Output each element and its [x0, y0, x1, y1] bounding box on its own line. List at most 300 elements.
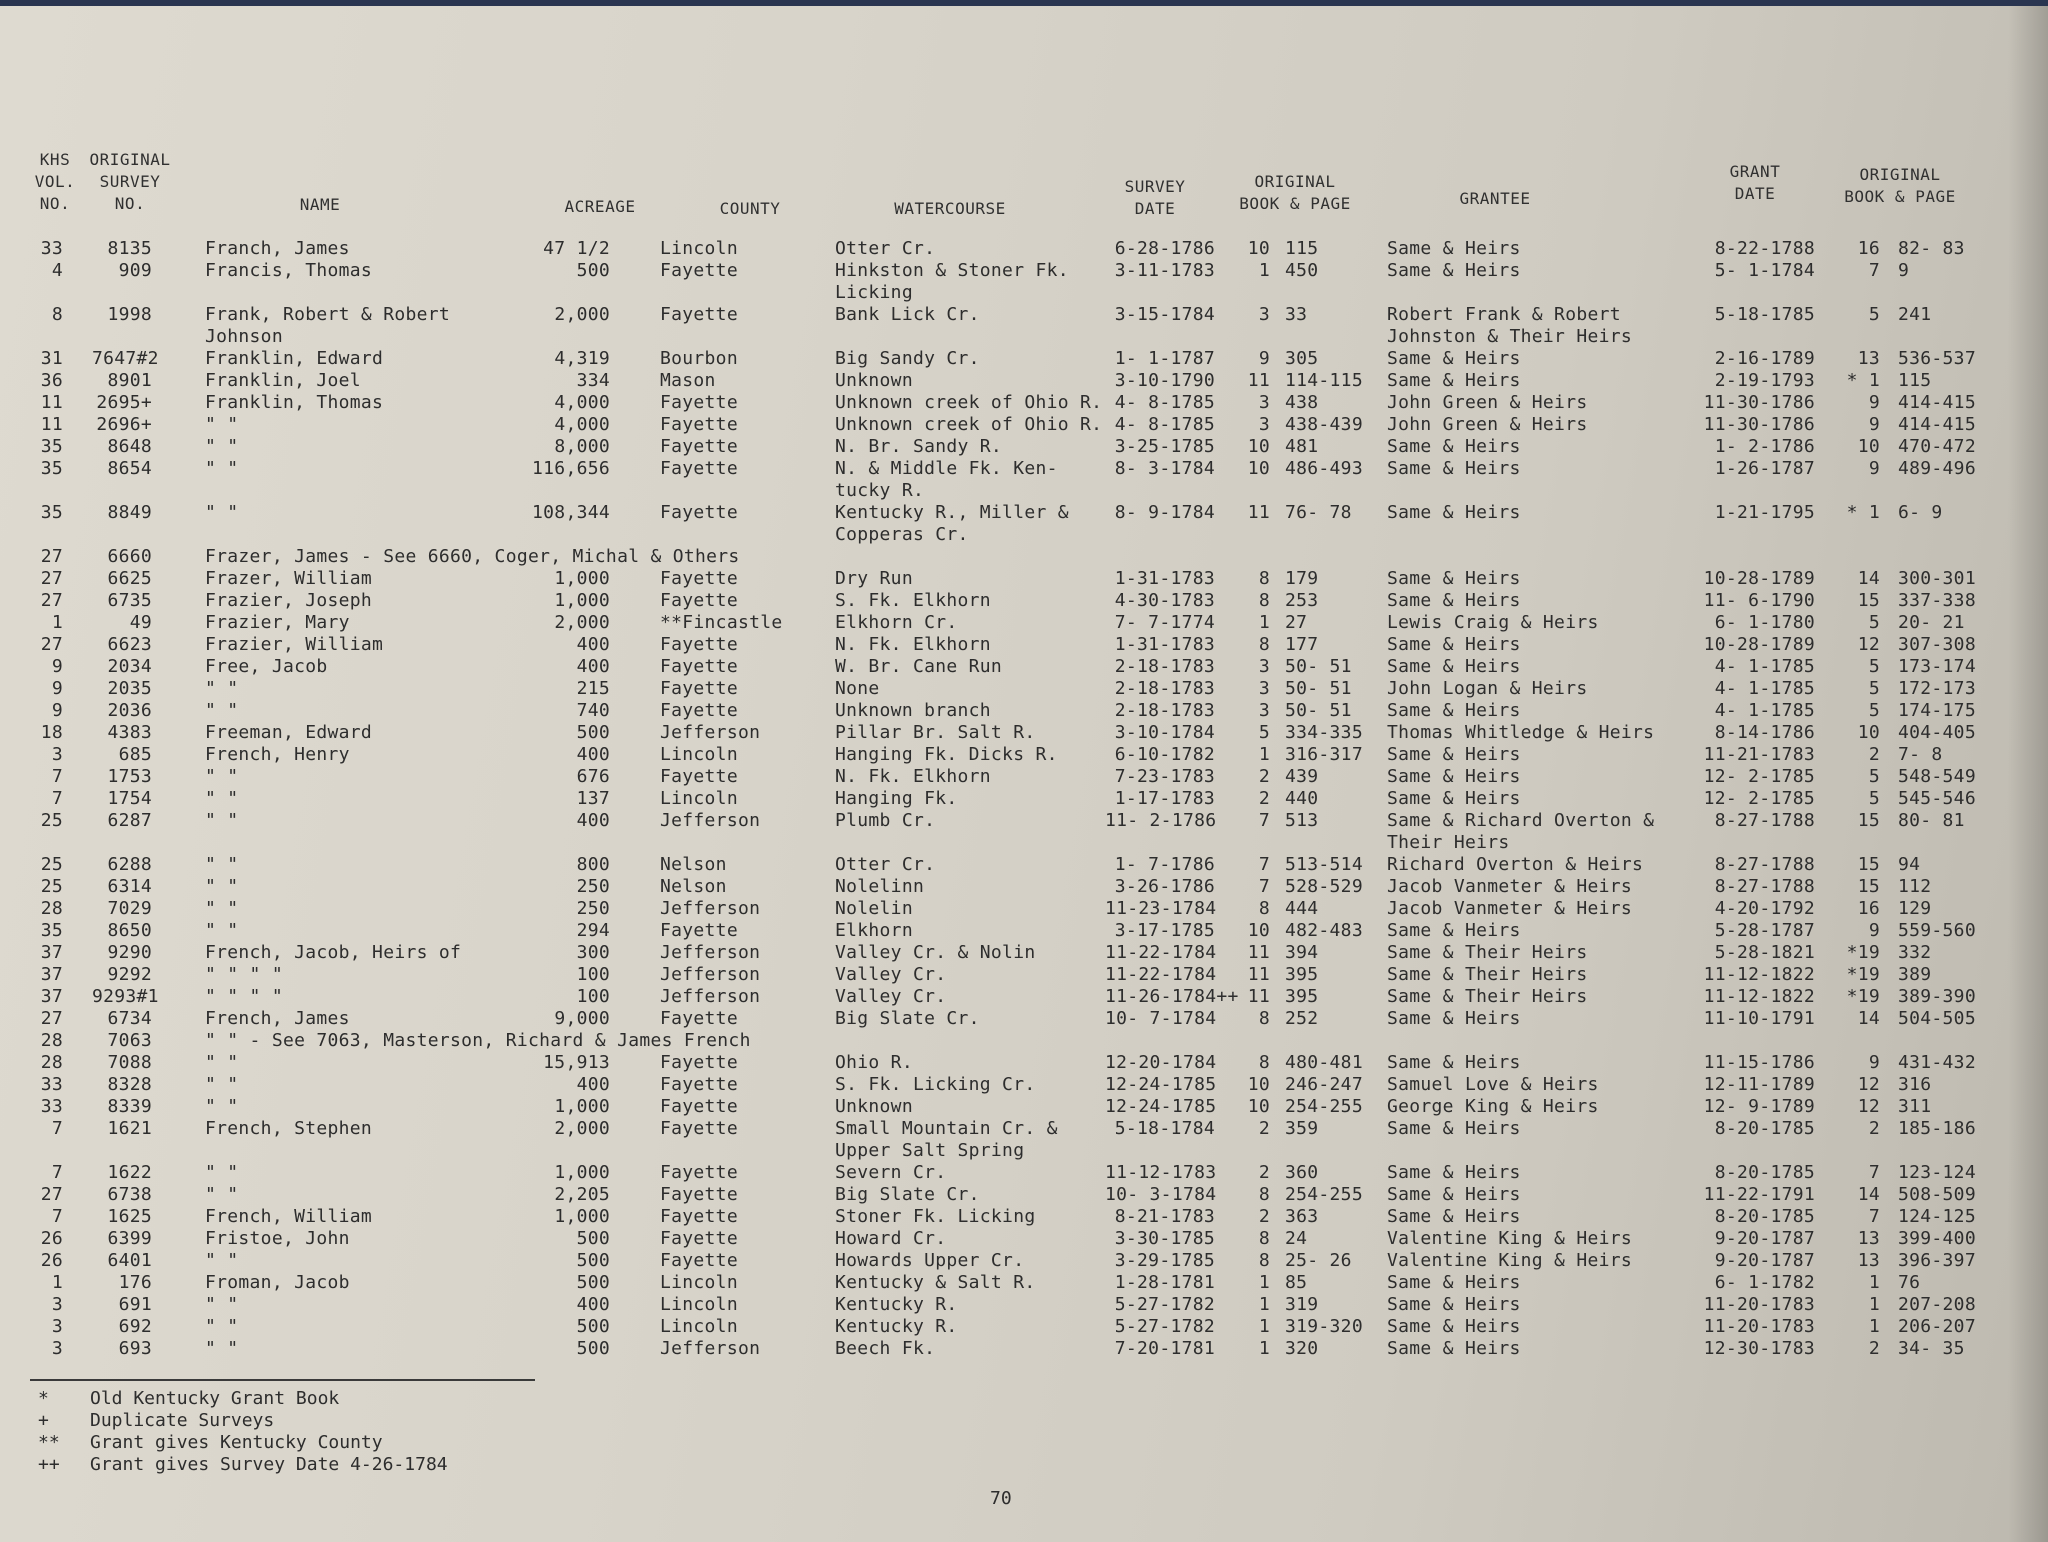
cell-gbook: 2	[1868, 744, 1880, 765]
cell-gpage: 207-208	[1898, 1294, 1976, 1315]
table-row	[0, 766, 2048, 788]
footnote-symbol: ++	[38, 1454, 60, 1475]
cell-county: Bourbon	[660, 348, 738, 369]
cell-water: Howards Upper Cr.	[835, 1250, 1025, 1271]
cell-page: 438	[1285, 392, 1319, 413]
cell-water: Big Slate Cr.	[835, 1008, 980, 1029]
cell-gbook: 5	[1868, 304, 1880, 325]
cell-acreage: 400	[576, 634, 610, 655]
cell-sdate: 12-24-1785	[1105, 1074, 1217, 1095]
cell-page: 320	[1285, 1338, 1319, 1359]
cell-name: " "	[205, 1250, 239, 1271]
cell-book: 10	[1247, 920, 1270, 941]
cell-page: 438-439	[1285, 414, 1363, 435]
cell-grantee: Same & Heirs	[1387, 502, 1521, 523]
cell-name: Franklin, Edward	[205, 348, 384, 369]
cell-acreage: 300	[576, 942, 610, 963]
cell-gdate: 10-28-1789	[1703, 568, 1815, 589]
cell-water: W. Br. Cane Run	[835, 656, 1003, 677]
cell-county: Jefferson	[660, 1338, 761, 1359]
cell-gbook: 9	[1868, 392, 1880, 413]
cell-survey: 8650	[107, 920, 152, 941]
cell-book: 3	[1258, 392, 1270, 413]
cell-gpage: 82- 83	[1898, 238, 1965, 259]
cell-name: " "	[205, 1294, 239, 1315]
cell-gpage: 112	[1898, 876, 1932, 897]
table-row	[0, 1250, 2048, 1272]
cell-survey: 1625	[107, 1206, 152, 1227]
table-row	[0, 1294, 2048, 1316]
table-row	[0, 898, 2048, 920]
cell-acreage: 47 1/2	[543, 238, 610, 259]
cell-county: Fayette	[660, 392, 738, 413]
cell-book: 1	[1258, 260, 1270, 281]
cell-survey: 8339	[107, 1096, 152, 1117]
cell-grantee: Jacob Vanmeter & Heirs	[1387, 876, 1633, 897]
cell-gdate: 11-30-1786	[1703, 392, 1815, 413]
cell-grantee: Samuel Love & Heirs	[1387, 1074, 1599, 1095]
cell-gdate: 11-10-1791	[1703, 1008, 1815, 1029]
cell-vol: 18	[40, 722, 63, 743]
cell-water: Nolelinn	[835, 876, 925, 897]
cell-sdate: 6-28-1786	[1114, 238, 1215, 259]
cell-grantee: Same & Heirs	[1387, 1184, 1521, 1205]
cell-sdate: 10- 7-1784	[1105, 1008, 1217, 1029]
cell-water2: Licking	[835, 282, 913, 303]
table-row	[0, 502, 2048, 545]
cell-survey: 2695+	[96, 392, 152, 413]
cell-survey: 6288	[107, 854, 152, 875]
cell-gpage: 414-415	[1898, 392, 1976, 413]
cell-county: Fayette	[660, 678, 738, 699]
cell-gbook: 10	[1857, 722, 1880, 743]
cell-acreage: 400	[576, 1294, 610, 1315]
cell-acreage: 250	[576, 876, 610, 897]
cell-gpage: 545-546	[1898, 788, 1976, 809]
cell-name: French, James	[205, 1008, 350, 1029]
cell-page: 359	[1285, 1118, 1319, 1139]
cell-book: 3	[1258, 304, 1270, 325]
footnote-text: Duplicate Surveys	[90, 1410, 275, 1431]
cell-water: Plumb Cr.	[835, 810, 936, 831]
cell-sdate: 4-30-1783	[1114, 590, 1215, 611]
cell-acreage: 15,913	[543, 1052, 610, 1073]
cell-name: " "	[205, 678, 239, 699]
cell-water2: Upper Salt Spring	[835, 1140, 1025, 1161]
cell-book: 2	[1258, 1162, 1270, 1183]
cell-water: Elkhorn Cr.	[835, 612, 958, 633]
cell-gpage: 6- 9	[1898, 502, 1943, 523]
cell-survey: 2034	[107, 656, 152, 677]
cell-county: Fayette	[660, 1052, 738, 1073]
cell-name: " "	[205, 766, 239, 787]
cell-gbook: 9	[1868, 458, 1880, 479]
cell-water: Small Mountain Cr. &	[835, 1118, 1058, 1139]
cell-gbook: 12	[1857, 1074, 1880, 1095]
cell-county: Fayette	[660, 304, 738, 325]
cell-county: Fayette	[660, 436, 738, 457]
cell-vol: 35	[40, 436, 63, 457]
cell-book: 10	[1247, 458, 1270, 479]
cell-gbook: 5	[1868, 700, 1880, 721]
cell-gbook: 14	[1857, 568, 1880, 589]
cell-sdate: 3-17-1785	[1114, 920, 1215, 941]
cell-grantee: Same & Heirs	[1387, 700, 1521, 721]
cell-book: 7	[1258, 876, 1270, 897]
cell-gpage: 504-505	[1898, 1008, 1976, 1029]
cell-page: 24	[1285, 1228, 1308, 1249]
cell-county: Fayette	[660, 1228, 738, 1249]
cell-gpage: 9	[1898, 260, 1910, 281]
cell-water: Otter Cr.	[835, 854, 936, 875]
cell-acreage: 2,000	[554, 1118, 610, 1139]
cell-acreage: 334	[576, 370, 610, 391]
cell-grantee: John Green & Heirs	[1387, 414, 1588, 435]
table-row	[0, 414, 2048, 436]
cell-gbook: 5	[1868, 612, 1880, 633]
cell-water: Big Slate Cr.	[835, 1184, 980, 1205]
cell-gbook: 14	[1857, 1184, 1880, 1205]
cell-name: " "	[205, 1052, 239, 1073]
cell-gbook: 5	[1868, 656, 1880, 677]
cell-grantee: Lewis Craig & Heirs	[1387, 612, 1599, 633]
cell-acreage: 1,000	[554, 568, 610, 589]
cell-page: 319-320	[1285, 1316, 1363, 1337]
cell-grantee: Same & Heirs	[1387, 1162, 1521, 1183]
cell-name: French, Stephen	[205, 1118, 373, 1139]
cell-grantee: Same & Their Heirs	[1387, 964, 1588, 985]
cell-vol: 35	[40, 458, 63, 479]
cell-water: Valley Cr.	[835, 986, 947, 1007]
cell-gbook: 5	[1868, 788, 1880, 809]
cell-book: 8	[1258, 1184, 1270, 1205]
cell-vol: 9	[51, 700, 63, 721]
cell-page: 394	[1285, 942, 1319, 963]
cell-name: " "	[205, 414, 239, 435]
cell-grantee: Same & Heirs	[1387, 458, 1521, 479]
cell-gpage: 206-207	[1898, 1316, 1976, 1337]
cell-survey: 685	[118, 744, 152, 765]
table-row	[0, 1008, 2048, 1030]
cell-survey: 7063	[107, 1030, 152, 1051]
cell-water: Ohio R.	[835, 1052, 913, 1073]
cell-vol: 31	[40, 348, 63, 369]
cell-vol: 26	[40, 1250, 63, 1271]
cell-survey: 8648	[107, 436, 152, 457]
cell-acreage: 400	[576, 810, 610, 831]
cell-vol: 3	[51, 744, 63, 765]
cell-gpage: 489-496	[1898, 458, 1976, 479]
cell-grantee: Same & Heirs	[1387, 788, 1521, 809]
cell-county: Jefferson	[660, 898, 761, 919]
cell-water: None	[835, 678, 880, 699]
cell-county: Nelson	[660, 854, 727, 875]
cell-water: S. Fk. Elkhorn	[835, 590, 991, 611]
header-watercourse: WATERCOURSE	[894, 199, 1006, 218]
footnote-text: Grant gives Kentucky County	[90, 1432, 383, 1453]
cell-grantee: Same & Heirs	[1387, 260, 1521, 281]
cell-page: 450	[1285, 260, 1319, 281]
cell-book: 2	[1258, 1206, 1270, 1227]
cell-page: 528-529	[1285, 876, 1363, 897]
cell-vol: 7	[51, 766, 63, 787]
cell-book: 1	[1258, 744, 1270, 765]
cell-name: French, Jacob, Heirs of	[205, 942, 462, 963]
cell-book: 8	[1258, 1228, 1270, 1249]
cell-book: 10	[1247, 1096, 1270, 1117]
cell-gpage: 508-509	[1898, 1184, 1976, 1205]
footnote-symbol: +	[38, 1410, 49, 1431]
cell-book: 1	[1258, 612, 1270, 633]
cell-county: Fayette	[660, 920, 738, 941]
cell-book: 2	[1258, 766, 1270, 787]
cell-book: 11	[1247, 986, 1270, 1007]
cell-book: 1	[1258, 1316, 1270, 1337]
header-original-book-page: ORIGINAL BOOK & PAGE	[1239, 172, 1351, 213]
cell-survey: 6734	[107, 1008, 152, 1029]
cell-name: " "	[205, 502, 239, 523]
cell-grantee: Valentine King & Heirs	[1387, 1250, 1633, 1271]
cell-book: 3	[1258, 700, 1270, 721]
cell-survey: 9290	[107, 942, 152, 963]
cell-grantee: Richard Overton & Heirs	[1387, 854, 1644, 875]
cell-survey: 6399	[107, 1228, 152, 1249]
cell-county: Lincoln	[660, 238, 738, 259]
cell-water: Hinkston & Stoner Fk.	[835, 260, 1069, 281]
table-row	[0, 1338, 2048, 1360]
table-row	[0, 678, 2048, 700]
cell-page: 85	[1285, 1272, 1308, 1293]
cell-water2: Copperas Cr.	[835, 524, 969, 545]
cell-page: 444	[1285, 898, 1319, 919]
cell-county: Nelson	[660, 876, 727, 897]
cell-name: Freeman, Edward	[205, 722, 373, 743]
cell-county: Fayette	[660, 656, 738, 677]
cell-grantee: Same & Heirs	[1387, 1008, 1521, 1029]
cell-vol: 28	[40, 1052, 63, 1073]
cell-page: 27	[1285, 612, 1308, 633]
cell-gbook: 15	[1857, 810, 1880, 831]
cell-acreage: 1,000	[554, 1096, 610, 1117]
cell-sdate: 2-18-1783	[1114, 678, 1215, 699]
cell-grantee: Same & Heirs	[1387, 766, 1521, 787]
cell-name: " "	[205, 1074, 239, 1095]
cell-vol: 36	[40, 370, 63, 391]
cell-page: 360	[1285, 1162, 1319, 1183]
cell-gpage: 123-124	[1898, 1162, 1976, 1183]
cell-survey: 49	[129, 612, 152, 633]
cell-gdate: 8-14-1786	[1714, 722, 1815, 743]
cell-book: 3	[1258, 414, 1270, 435]
cell-county: Fayette	[660, 502, 738, 523]
cell-grantee: Same & Richard Overton &	[1387, 810, 1655, 831]
cell-gdate: 10-28-1789	[1703, 634, 1815, 655]
cell-sdate: 7-20-1781	[1114, 1338, 1215, 1359]
cell-sdate: 1-28-1781	[1114, 1272, 1215, 1293]
table-bottom-rule	[30, 1379, 535, 1381]
cell-gpage: 129	[1898, 898, 1932, 919]
cell-water: Kentucky & Salt R.	[835, 1272, 1036, 1293]
cell-page: 254-255	[1285, 1096, 1363, 1117]
cell-gpage: 7- 8	[1898, 744, 1943, 765]
cell-water: Unknown	[835, 1096, 913, 1117]
cell-county: Jefferson	[660, 722, 761, 743]
table-row	[0, 700, 2048, 722]
cell-vol: 9	[51, 678, 63, 699]
cell-gbook: 13	[1857, 348, 1880, 369]
cell-county: Fayette	[660, 1118, 738, 1139]
cell-survey: 6287	[107, 810, 152, 831]
table-row	[0, 876, 2048, 898]
cell-gpage: 316	[1898, 1074, 1932, 1095]
cell-book: 2	[1258, 788, 1270, 809]
cell-sdate: 11-23-1784	[1105, 898, 1217, 919]
cell-sdate: 7-23-1783	[1114, 766, 1215, 787]
cell-gdate: 8-20-1785	[1714, 1118, 1815, 1139]
cell-gdate: 8-20-1785	[1714, 1162, 1815, 1183]
cell-acreage: 9,000	[554, 1008, 610, 1029]
cell-county: Lincoln	[660, 744, 738, 765]
cell-gdate: 8-27-1788	[1714, 854, 1815, 875]
cell-acreage: 400	[576, 1074, 610, 1095]
cell-book: 1	[1258, 1338, 1270, 1359]
cell-name: " "	[205, 898, 239, 919]
cell-survey: 8901	[107, 370, 152, 391]
footnote-symbol: *	[38, 1388, 49, 1409]
cell-acreage: 137	[576, 788, 610, 809]
cell-water: Howard Cr.	[835, 1228, 947, 1249]
cell-water: Unknown creek of Ohio R.	[835, 414, 1103, 435]
cell-acreage: 8,000	[554, 436, 610, 457]
cell-page: 316-317	[1285, 744, 1363, 765]
cell-grantee: Same & Heirs	[1387, 1338, 1521, 1359]
cell-sdate: 3-11-1783	[1114, 260, 1215, 281]
cell-survey: 1754	[107, 788, 152, 809]
cell-name: " "	[205, 1184, 239, 1205]
cell-gdate: 12-11-1789	[1703, 1074, 1815, 1095]
cell-name: Frazier, Joseph	[205, 590, 373, 611]
cell-gpage: 80- 81	[1898, 810, 1965, 831]
cell-survey: 6625	[107, 568, 152, 589]
cell-gpage: 431-432	[1898, 1052, 1976, 1073]
cell-sdate: 12-24-1785	[1105, 1096, 1217, 1117]
cell-survey: 4383	[107, 722, 152, 743]
cell-county: Fayette	[660, 766, 738, 787]
cell-name: " "	[205, 1316, 239, 1337]
cell-vol: 37	[40, 986, 63, 1007]
cell-acreage: 100	[576, 964, 610, 985]
cell-vol: 27	[40, 546, 63, 567]
cell-name: " "	[205, 920, 239, 941]
table-row	[0, 1052, 2048, 1074]
cell-sdate: 1- 7-1786	[1114, 854, 1215, 875]
header-khs-vol: KHS VOL. NO.	[34, 150, 76, 213]
cell-gbook: *19	[1846, 964, 1880, 985]
table-row	[0, 238, 2048, 260]
cell-sdate: 11-12-1783	[1105, 1162, 1217, 1183]
cell-vol: 25	[40, 854, 63, 875]
cell-water: Kentucky R., Miller &	[835, 502, 1069, 523]
cell-acreage: 1,000	[554, 1206, 610, 1227]
cell-gbook: 16	[1857, 238, 1880, 259]
cell-sdate: 1-31-1783	[1114, 568, 1215, 589]
cell-book: 10	[1247, 238, 1270, 259]
cell-gdate: 11-30-1786	[1703, 414, 1815, 435]
cell-survey: 176	[118, 1272, 152, 1293]
cell-gpage: 404-405	[1898, 722, 1976, 743]
cell-gdate: 11-20-1783	[1703, 1294, 1815, 1315]
cell-grantee: Same & Heirs	[1387, 590, 1521, 611]
cell-vol: 1	[51, 612, 63, 633]
cell-survey: 1753	[107, 766, 152, 787]
cell-grantee: Same & Heirs	[1387, 1316, 1521, 1337]
cell-grantee: Same & Heirs	[1387, 370, 1521, 391]
cell-page: 253	[1285, 590, 1319, 611]
footnote-text: Old Kentucky Grant Book	[90, 1388, 340, 1409]
cell-gbook: 2	[1868, 1338, 1880, 1359]
cell-gpage: 399-400	[1898, 1228, 1976, 1249]
cell-page: 480-481	[1285, 1052, 1363, 1073]
cell-sdate: 2-18-1783	[1114, 700, 1215, 721]
cell-name: " "	[205, 458, 239, 479]
cell-page: 115	[1285, 238, 1319, 259]
cell-gpage: 389	[1898, 964, 1932, 985]
cell-name: " " " "	[205, 986, 283, 1007]
cell-gdate: 6- 1-1782	[1714, 1272, 1815, 1293]
cell-survey: 691	[118, 1294, 152, 1315]
cell-gbook: 9	[1868, 1052, 1880, 1073]
cell-acreage: 740	[576, 700, 610, 721]
cell-gdate: 2-19-1793	[1714, 370, 1815, 391]
cell-sdate: 3-10-1790	[1114, 370, 1215, 391]
cell-book: 8	[1258, 590, 1270, 611]
cell-sdate: 8-21-1783	[1114, 1206, 1215, 1227]
cell-acreage: 500	[576, 722, 610, 743]
cell-county: Lincoln	[660, 1316, 738, 1337]
cell-vol: 27	[40, 590, 63, 611]
cell-water: Bank Lick Cr.	[835, 304, 980, 325]
cell-vol: 25	[40, 810, 63, 831]
cell-name: Frazer, James - See 6660, Coger, Michal & Others	[205, 546, 740, 567]
cell-gdate: 8-27-1788	[1714, 810, 1815, 831]
table-row	[0, 612, 2048, 634]
cell-page: 363	[1285, 1206, 1319, 1227]
cell-gpage: 300-301	[1898, 568, 1976, 589]
cell-grantee: Same & Heirs	[1387, 1272, 1521, 1293]
cell-gpage: 559-560	[1898, 920, 1976, 941]
cell-gbook: 10	[1857, 436, 1880, 457]
table-row	[0, 722, 2048, 744]
cell-vol: 37	[40, 942, 63, 963]
cell-book: 7	[1258, 854, 1270, 875]
cell-grantee: Same & Heirs	[1387, 568, 1521, 589]
cell-county: Fayette	[660, 1096, 738, 1117]
cell-water: N. Fk. Elkhorn	[835, 766, 991, 787]
cell-water: Beech Fk.	[835, 1338, 936, 1359]
cell-water: Stoner Fk. Licking	[835, 1206, 1036, 1227]
cell-acreage: 215	[576, 678, 610, 699]
cell-book: 2	[1258, 1118, 1270, 1139]
cell-grantee: Same & Heirs	[1387, 634, 1521, 655]
table-row	[0, 1162, 2048, 1184]
cell-gdate: 11-21-1783	[1703, 744, 1815, 765]
table-row	[0, 986, 2048, 1008]
cell-gbook: 1	[1868, 1294, 1880, 1315]
cell-sdate: 3-26-1786	[1114, 876, 1215, 897]
cell-acreage: 500	[576, 1250, 610, 1271]
cell-water: Valley Cr. & Nolin	[835, 942, 1036, 963]
cell-gdate: 11-22-1791	[1703, 1184, 1815, 1205]
